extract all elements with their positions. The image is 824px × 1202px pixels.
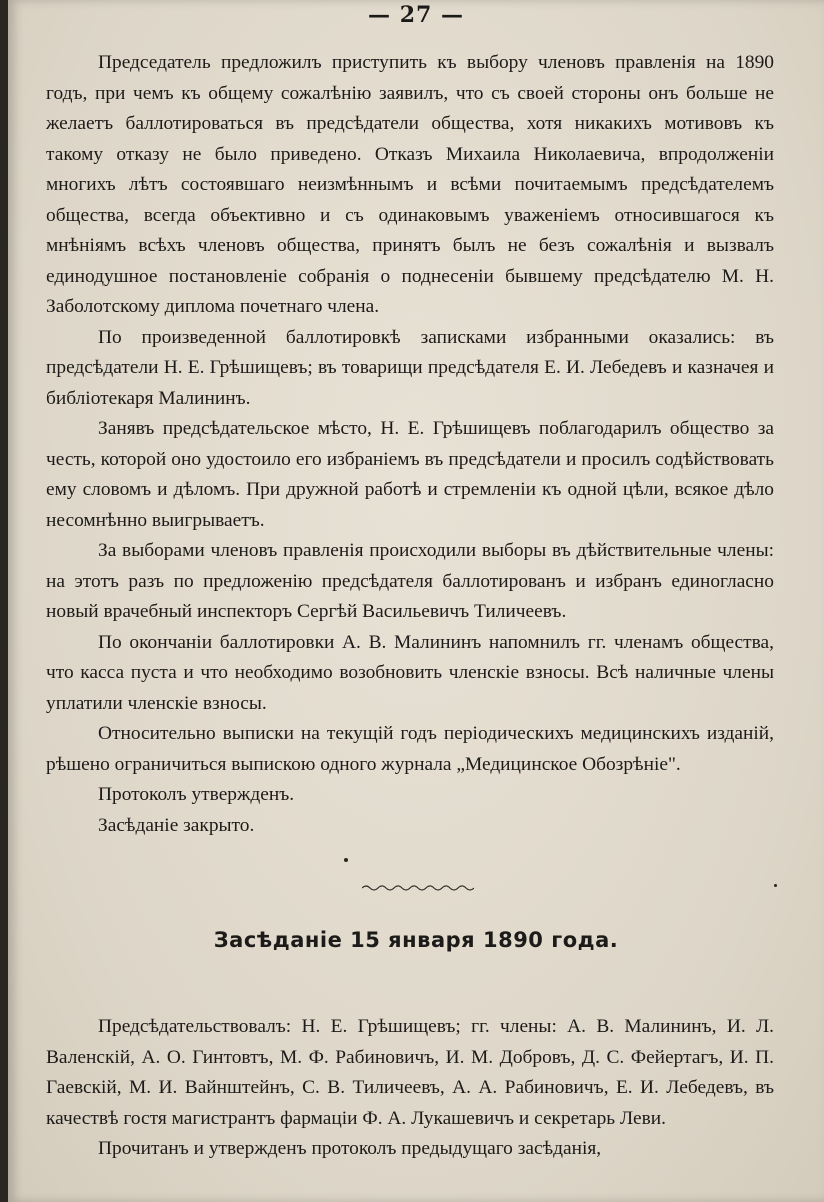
paragraph-journal-subscription: Относительно выписки на текущій годъ періодическихъ медицинскихъ изданій, рѣшено ограничиться выпискою одного журнала „Медицинское Обозрѣніе". bbox=[46, 723, 774, 775]
paragraph-membership-fees: По окончаніи баллотировки А. В. Малининъ напомнилъ гг. членамъ общества, что касса пуста и что необходимо возобновить членскіе взносы. Всѣ наличные члены уплатили членскіе взносы. bbox=[46, 631, 774, 714]
protocol-text bbox=[46, 48, 774, 841]
paragraph-previous-protocol: Прочитанъ и утвержденъ протоколъ предыдущаго засѣданія, bbox=[98, 1138, 602, 1159]
document-page bbox=[8, 0, 824, 1202]
paragraph-election-proposal: Председатель предложилъ приступить къ выбору членовъ правленія на 1890 годъ, при чемъ къ общему сожалѣнію заявилъ, что съ своей стороны онъ больше не желаетъ баллотироваться въ предсѣдатели общества, хотя никакихъ мотивовъ къ такому отказу не было приведено. Отказъ Михаила Николаевича, впродолженіи многихъ лѣтъ состоявшаго неизмѣннымъ и всѣми почитаемымъ предсѣдателемъ общества, всегда объективно и съ одинаковымъ уваженіемъ относившагося къ мнѣніямъ всѣхъ членовъ общества, принятъ былъ не безъ сожалѣнія и вызвалъ единодушное постановленіе собранія о поднесеніи бывшему предсѣдателю М. Н. Заболотскому диплома почетнаго члена. bbox=[46, 52, 774, 317]
ink-speck bbox=[344, 858, 348, 862]
ink-speck bbox=[774, 884, 777, 887]
paragraph-session-closed: Засѣданіе закрыто. bbox=[98, 814, 255, 836]
paragraph-chairman-thanks: Занявъ предсѣдательское мѣсто, Н. Е. Грѣшищевъ поблагодарилъ общество за честь, которой оно удостоило его избраніемъ въ предсѣдатели и просилъ содѣйствовать ему словомъ и дѣломъ. При дружной работѣ и стремленіи къ одной цѣли, всякое дѣло несомнѣнно выигрываетъ. bbox=[46, 418, 774, 531]
section-heading: Засѣданіе 15 января 1890 года. bbox=[213, 928, 619, 952]
paragraph-attendance: Предсѣдательствовалъ: Н. Е. Грѣшищевъ; гг. члены: А. В. Малининъ, И. Л. Валенскій, А. О. Гинтовтъ, М. Ф. Рабиновичъ, И. М. Добровъ, Д. С. Фейертагъ, И. П. Гаевскій, М. И. Вайнштейнъ, С. В. Тиличеевъ, А. А. Рабиновичъ, Е. И. Лебедевъ, въ качествѣ гостя магистрантъ фармаціи Ф. А. Лукашевичъ и секретарь Леви. bbox=[46, 1016, 774, 1129]
paragraph-protocol-approved: Протоколъ утвержденъ. bbox=[98, 784, 295, 805]
paragraph-member-election: За выборами членовъ правленія происходили выборы въ дѣйствительные члены: на этотъ разъ по предложенію предсѣдателя баллотированъ и избранъ единогласно новый врачебный инспекторъ Сергѣй Васильевичъ Тиличеевъ. bbox=[46, 540, 774, 622]
page-number: — 27 — bbox=[368, 2, 464, 28]
paragraph-ballot-results: По произведенной баллотировкѣ записками избранными оказались: въ предсѣдатели Н. Е. Грѣшищевъ; въ товарищи предсѣдателя Е. И. Лебедевъ и казначея и библіотекаря Малининъ. bbox=[46, 326, 774, 409]
session-text bbox=[46, 1012, 774, 1165]
section-divider bbox=[362, 884, 474, 892]
